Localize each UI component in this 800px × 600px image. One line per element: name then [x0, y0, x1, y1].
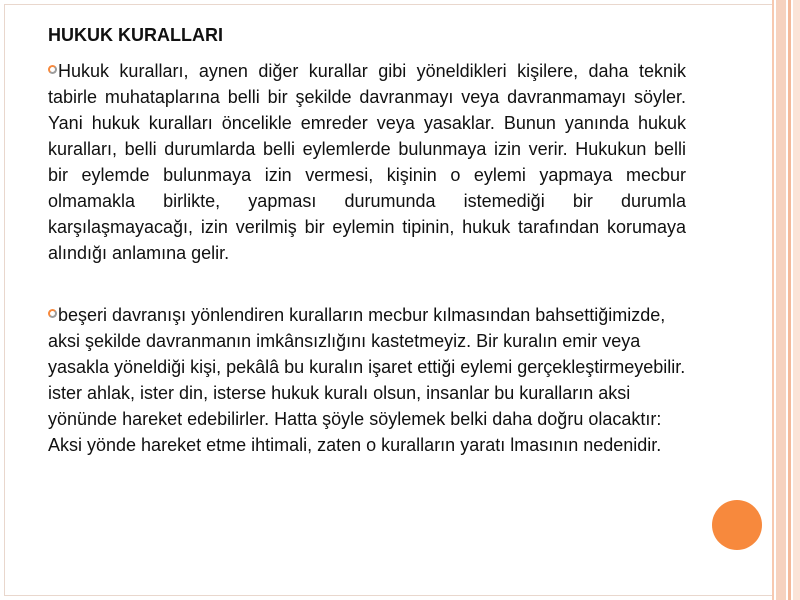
frame-line-bottom: [4, 595, 772, 596]
decorative-stripe: [788, 0, 791, 600]
decorative-stripe: [772, 0, 774, 600]
bullet-icon: [48, 65, 57, 74]
paragraph-text: Hukuk kuralları, aynen diğer kurallar gibi yöneldikleri kişilere, daha teknik tabirle muhataplarına belli bir şekilde davranmayı veya davranmamayı söyler. Yani hukuk kuralları öncelikle emreder veya yasaklar. Bunun yanında hukuk kuralları, belli durumlarda belli eylemlerde bulunmaya izin verir. Hukukun belli bir eylemde bulunmaya izin vermesi, kişinin o eylemi yapmaya mecbur olmamakla birlikte, yapması durumunda istemediği bir durumla karşılaşmayacağı, izin verilmiş bir eylemin tipinin, hukuk tarafından korumaya alındığı anlamına gelir.: [48, 61, 686, 263]
frame-line-left: [4, 4, 5, 596]
slide-title: HUKUK KURALLARI: [48, 25, 223, 45]
bullet-icon: [48, 309, 57, 318]
decorative-stripe: [793, 0, 800, 600]
bullet-paragraph-2: [48, 302, 686, 458]
paragraph-text: beşeri davranışı yönlendiren kuralların mecbur kılmasından bahsettiğimizde, aksi şekilde davranmanın imkânsızlığını kastetmeyiz. Bir kuralın emir veya yasakla yöneldiği kişi, pekâlâ bu kuralın işaret ettiği eylemi gerçekleştirmeyebilir. ister ahlak, ister din, isterse hukuk kuralı olsun, insanlar bu kuralların aksi yönünde hareket edebilirler. Hatta şöyle söylemek belki daha doğru olacaktır: Aksi yönde hareket etme ihtimali, zaten o kuralların yaratı lmasının nedenidir.: [48, 305, 686, 455]
decorative-circle: [712, 500, 762, 550]
bullet-paragraph-1: [48, 58, 686, 266]
decorative-stripe: [776, 0, 786, 600]
frame-line-top: [4, 4, 772, 5]
